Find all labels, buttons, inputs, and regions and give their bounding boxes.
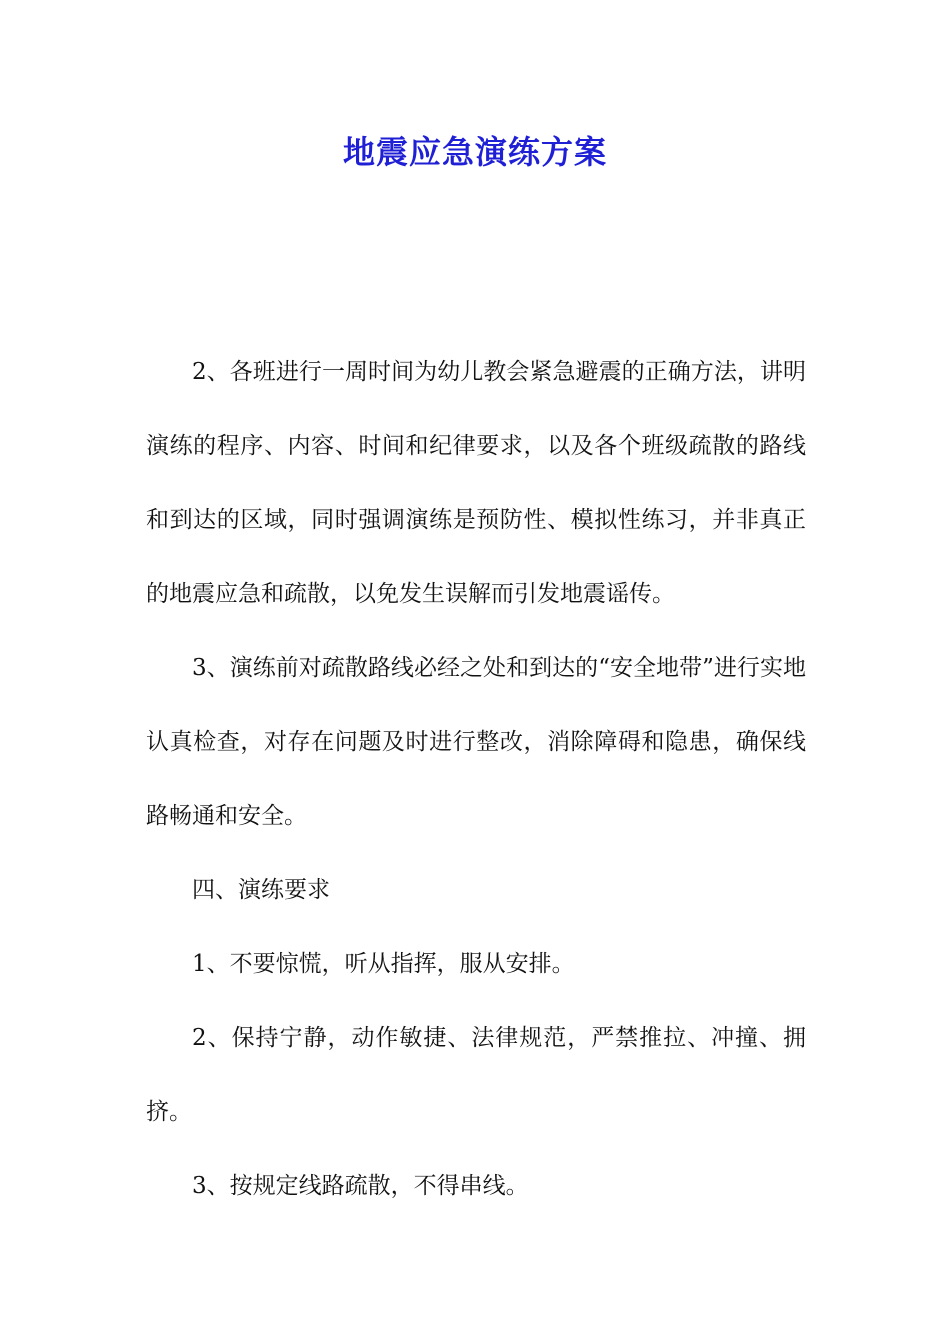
document-body <box>146 335 806 1223</box>
paragraph-class-training: 2、各班进行一周时间为幼儿教会紧急避震的正确方法，讲明演练的程序、内容、时间和纪律要求，以及各个班级疏散的路线和到达的区域，同时强调演练是预防性、模拟性练习，并非真正的地震应急和疏散，以免发生误解而引发地震谣传。 <box>146 359 806 607</box>
requirement-item-3: 3、按规定线路疏散，不得串线。 <box>192 1173 529 1199</box>
section-heading-requirements: 四、演练要求 <box>192 877 330 903</box>
document-title: 地震应急演练方案 <box>342 133 607 171</box>
requirement-item-2: 2、保持宁静，动作敏捷、法律规范，严禁推拉、冲撞、拥挤。 <box>146 1025 806 1125</box>
requirement-item-1: 1、不要惊慌，听从指挥，服从安排。 <box>192 951 575 977</box>
paragraph-route-inspection: 3、演练前对疏散路线必经之处和到达的“安全地带”进行实地认真检查，对存在问题及时进行整改，消除障碍和隐患，确保线路畅通和安全。 <box>146 655 806 829</box>
